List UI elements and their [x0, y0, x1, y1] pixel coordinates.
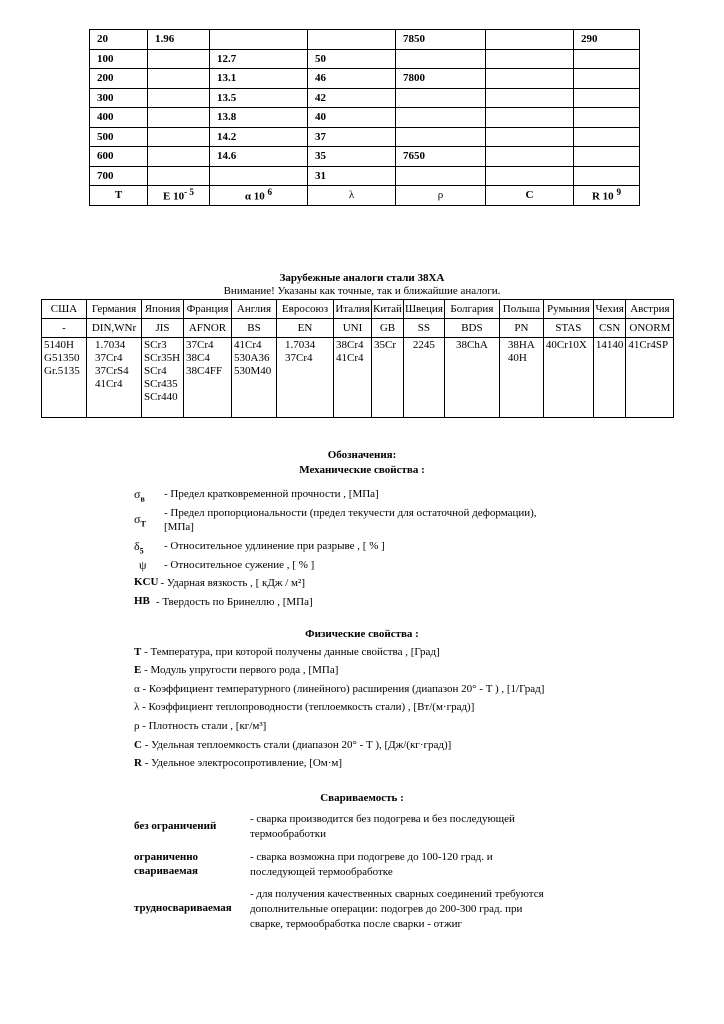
grade-cell: 14140 [593, 338, 626, 418]
symbol-glyph: σ [134, 512, 141, 526]
symbol [134, 539, 164, 555]
table-cell: 13.8 [210, 108, 308, 128]
table-cell [396, 49, 486, 69]
table-cell [210, 166, 308, 186]
weld-term: без ограничений [134, 820, 217, 832]
table-cell: 1.96 [148, 30, 210, 50]
symbol: E [134, 664, 142, 676]
table-cell: 400 [90, 108, 148, 128]
phys-item [134, 683, 544, 695]
table-row [90, 88, 640, 108]
table-row [90, 30, 640, 50]
weld-row [134, 887, 594, 932]
country-cell: Евросоюз [277, 300, 334, 319]
standard-cell: STAS [543, 319, 593, 338]
standard-cell: JIS [142, 319, 184, 338]
standard-cell: DIN,WNr [87, 319, 142, 338]
grade-cell: 5140H G51350 Gr.5135 [42, 338, 87, 418]
standard-cell: BS [232, 319, 277, 338]
standard-cell: GB [372, 319, 404, 338]
country-cell: Япония [142, 300, 184, 319]
grade-cell: 41Cr4SP [626, 338, 674, 418]
definition: - Плотность стали , [кг/м³] [142, 720, 267, 732]
symbol-subscript: T [140, 519, 146, 529]
table-cell: 31 [308, 166, 396, 186]
table-cell: 290 [574, 30, 640, 50]
header-temperature: T [90, 186, 148, 206]
table-cell: 600 [90, 147, 148, 167]
definition: - Твердость по Бринеллю , [МПа] [155, 596, 313, 608]
definition: - Ударная вязкость , [ кДж / м²] [160, 577, 305, 589]
table-cell [574, 166, 640, 186]
grade-cell: 2245 [403, 338, 444, 418]
table-cell [486, 127, 574, 147]
table-cell [210, 30, 308, 50]
mech-item [134, 558, 314, 573]
standard-cell: AFNOR [184, 319, 232, 338]
table-cell: 42 [308, 88, 396, 108]
symbol [134, 506, 164, 534]
header-exponent: 6 [267, 187, 273, 198]
country-cell: Польша [499, 300, 543, 319]
definition: - Относительное удлинение при разрыве , [ % ] [164, 540, 385, 552]
symbol: ρ [134, 720, 140, 732]
country-cell: Франция [184, 300, 232, 319]
table-cell [396, 127, 486, 147]
standard-cell: CSN [593, 319, 626, 338]
header-text: R 10 [591, 191, 614, 204]
table-cell: 12.7 [210, 49, 308, 69]
header-resistivity [574, 186, 640, 206]
symbol: λ [134, 701, 140, 713]
table-cell [574, 147, 640, 167]
table-cell: 100 [90, 49, 148, 69]
definition: - Предел пропорциональности (предел текучести для остаточной деформации), [МПа] [164, 507, 537, 533]
country-cell: Румыния [543, 300, 593, 319]
weld-desc: - сварка возможна при подогреве до 100-120 град. и последующей термообработке [250, 851, 493, 878]
mechanical-title: Механические свойства : [299, 464, 425, 476]
physical-properties-table [89, 29, 640, 206]
analogs-note: Внимание! Указаны как точные, так и ближайшие аналоги. [223, 285, 501, 297]
country-cell: Италия [334, 300, 372, 319]
table-cell [486, 166, 574, 186]
table-row [90, 49, 640, 69]
symbol: α [134, 683, 140, 695]
table-cell: 14.6 [210, 147, 308, 167]
phys-item [134, 720, 266, 732]
grade-cell: 41Cr4 530A36 530M40 [232, 338, 277, 418]
table-cell: 40 [308, 108, 396, 128]
standard-cell: UNI [334, 319, 372, 338]
table-cell: 14.2 [210, 127, 308, 147]
definition: - Температура, при которой получены данные свойства , [Град] [144, 646, 440, 658]
table-cell: 37 [308, 127, 396, 147]
table-row [90, 147, 640, 167]
table-cell [148, 127, 210, 147]
table-cell [574, 69, 640, 89]
definition: - Относительное сужение , [ % ] [164, 559, 315, 571]
definition: - Предел кратковременной прочности , [МПа] [164, 488, 379, 500]
table-row [90, 108, 640, 128]
table-cell: 13.1 [210, 69, 308, 89]
symbol: C [134, 739, 142, 751]
table-cell [148, 147, 210, 167]
weld-row [134, 812, 594, 842]
table-cell [574, 108, 640, 128]
table-cell: 7650 [396, 147, 486, 167]
header-density: ρ [396, 186, 486, 206]
table-cell [396, 88, 486, 108]
symbol: R [134, 757, 142, 769]
country-cell: Швеция [403, 300, 444, 319]
table-cell [574, 49, 640, 69]
table-row [90, 166, 640, 186]
table-cell: 35 [308, 147, 396, 167]
analogs-table [41, 299, 674, 418]
grade-cell: SCr3 SCr35H SCr4 SCr435 SCr440 [142, 338, 184, 418]
mech-item [134, 595, 313, 609]
phys-item [134, 646, 440, 658]
phys-item [134, 701, 474, 713]
symbol-glyph: σ [134, 487, 141, 501]
definition: - Коэффициент теплопроводности (теплоемкость стали) , [Вт/(м·град)] [142, 701, 475, 713]
header-text: α 10 [244, 191, 265, 204]
symbol [134, 487, 164, 503]
symbol [134, 558, 164, 573]
table-cell [148, 108, 210, 128]
header-conductivity: λ [308, 186, 396, 206]
table-cell: 46 [308, 69, 396, 89]
grade-cell: 37Cr4 38C4 38C4FF [184, 338, 232, 418]
table-cell [486, 88, 574, 108]
definition: - Удельное электросопротивление, [Ом·м] [144, 757, 343, 769]
standard-cell: ONORM [626, 319, 674, 338]
grade-cell: 38Cr4 41Cr4 [334, 338, 372, 418]
mech-item [134, 539, 385, 555]
table-header-row [90, 186, 640, 206]
phys-item [134, 757, 342, 769]
standard-cell: BDS [444, 319, 499, 338]
table-cell: 500 [90, 127, 148, 147]
table-cell [148, 69, 210, 89]
symbol: KCU [134, 576, 159, 588]
header-text: E 10 [162, 191, 185, 204]
country-cell: Англия [232, 300, 277, 319]
phys-item [134, 664, 338, 676]
standard-cell: - [42, 319, 87, 338]
mech-item [134, 506, 537, 534]
standard-cell: EN [277, 319, 334, 338]
table-row [90, 69, 640, 89]
table-row [90, 127, 640, 147]
table-cell [486, 147, 574, 167]
grade-cell: 35Cr [372, 338, 404, 418]
table-cell [308, 30, 396, 50]
table-cell [148, 88, 210, 108]
table-cell [148, 166, 210, 186]
header-expansion [210, 186, 308, 206]
mech-item [134, 487, 379, 503]
definition: - Модуль упругости первого рода , [МПа] [144, 664, 339, 676]
table-cell: 300 [90, 88, 148, 108]
header-exponent: 9 [616, 187, 622, 198]
weld-term: ограниченно свариваемая [134, 851, 199, 877]
standard-row [42, 319, 674, 338]
phys-item [134, 739, 451, 751]
mech-item [134, 576, 305, 590]
table-cell [574, 127, 640, 147]
notation-title: Обозначения: [327, 449, 397, 461]
grade-cell: 1.7034 37Cr4 37CrS4 41Cr4 [87, 338, 142, 418]
weldability-title: Свариваемость : [320, 792, 404, 804]
definition: - Удельная теплоемкость стали (диапазон 20° - T ), [Дж/(кг·град)] [144, 739, 452, 751]
table-cell: 13.5 [210, 88, 308, 108]
country-row [42, 300, 674, 319]
table-cell: 20 [90, 30, 148, 50]
standard-cell: PN [499, 319, 543, 338]
country-cell: Чехия [593, 300, 626, 319]
symbol-glyph: δ [134, 539, 140, 553]
table-cell [574, 88, 640, 108]
table-cell: 7850 [396, 30, 486, 50]
definition: - Коэффициент температурного (линейного) расширения (диапазон 20° - T ) , [1/Град] [142, 683, 545, 695]
grade-cell: 38HA 40H [499, 338, 543, 418]
country-cell: Болгария [444, 300, 499, 319]
table-cell: 50 [308, 49, 396, 69]
physical-title: Физические свойства : [305, 628, 419, 640]
table-cell [486, 69, 574, 89]
header-modulus [148, 186, 210, 206]
analogs-title: Зарубежные аналоги стали 38ХА [279, 272, 445, 284]
country-cell: США [42, 300, 87, 319]
symbol: T [134, 646, 142, 658]
country-cell: Китай [372, 300, 404, 319]
standard-cell: SS [403, 319, 444, 338]
symbol-subscript: 5 [139, 546, 144, 556]
grade-row [42, 338, 674, 418]
header-heat-capacity: C [486, 186, 574, 206]
table-cell [148, 49, 210, 69]
grade-cell: 1.7034 37Cr4 [277, 338, 334, 418]
table-cell: 200 [90, 69, 148, 89]
grade-cell: 38ChA [444, 338, 499, 418]
symbol-subscript: в [140, 494, 145, 504]
weld-row [134, 850, 594, 880]
weld-desc: - для получения качественных сварных соединений требуются дополнительные операции: подогрев до 200-300 град. при сварке, термообработка после сварки - отжиг [250, 888, 544, 930]
weld-term: трудносвариваемая [134, 902, 232, 914]
table-cell: 7800 [396, 69, 486, 89]
symbol-glyph: ψ [139, 558, 147, 572]
table-cell [396, 108, 486, 128]
weld-desc: - сварка производится без подогрева и без последующей термообработки [250, 813, 515, 840]
table-cell [486, 108, 574, 128]
table-cell: 700 [90, 166, 148, 186]
header-exponent: - 5 [184, 187, 194, 198]
country-cell: Германия [87, 300, 142, 319]
table-cell [486, 30, 574, 50]
grade-cell: 40Cr10X [543, 338, 593, 418]
table-cell [396, 166, 486, 186]
country-cell: Австрия [626, 300, 674, 319]
table-cell [486, 49, 574, 69]
symbol: HB [134, 595, 150, 607]
